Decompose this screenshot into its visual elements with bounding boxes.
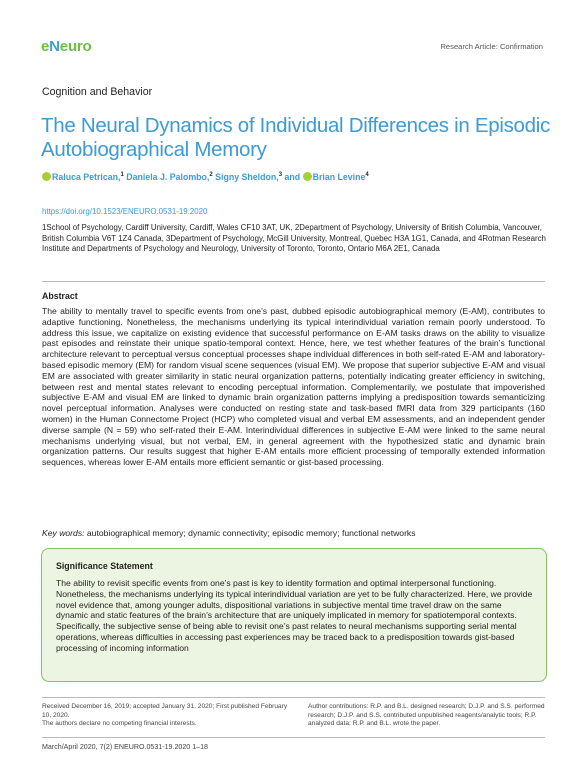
page-title: The Neural Dynamics of Individual Differences in Episodic Autobiographical Memory — [41, 114, 550, 161]
affiliation-marker: 1 — [120, 172, 124, 179]
affiliation-marker: 3 — [278, 172, 283, 179]
author-list — [42, 172, 369, 182]
article-type: Research Article: Confirmation — [440, 42, 543, 51]
affiliations — [42, 223, 547, 255]
orcid-icon[interactable] — [42, 172, 51, 181]
keywords-text: autobiographical memory; dynamic connectivity; episodic memory; functional networks — [86, 528, 416, 538]
conflict-statement: The authors declare no competing financial interests. — [42, 720, 197, 728]
keywords — [42, 528, 545, 539]
affiliation-marker: 2 — [209, 172, 213, 179]
abstract-text: The ability to mentally travel to specific events from one’s past, dubbed episodic autobiographical memory (E-AM), contributes to adaptive functioning. Nonetheless, the mechanisms underlying its typical interindividual variation remain poorly understood. To address this issue, we capitalize on existing evidence that successful performance on E-AM tasks draws on the ability to visualize past episodes and reinstate their unique spatio-temporal context. Hence, here, we test whether features of the brain’s functional architecture relevant to perceptual versus conceptual processes shape individual differences in both self-rated E-AM and laboratory-based episodic memory (EM) for random visual scene sequences (visual EM). We propose that superior subjective E-AM and visual EM are associated with greater similarity in static neural organization patterns, potentially indicating greater efficiency in switching, between rest and mental states relevant to encoding perceptual information. Complementarily, we postulate that impoverished subjective E-AM and visual EM are linked to dynamic brain organization patterns implying a predisposition towards semanticizing novel perceptual information. Analyses were conducted on resting state and task-based fMRI data from 329 participants (160 women) in the Human Connectome Project (HCP) who completed visual and verbal EM assessments, and an independent gender diverse sample (N = 59) who self-rated their E-AM. Interindividual differences in subjective E-AM were linked to the same neural mechanisms underlying visual, but not verbal, EM, in general agreement with the hypothesized static and dynamic brain organization patterns. Our results suggest that higher E-AM entails more efficient processing of temporally extended information sequences, whereas lower E-AM entails more efficient semantic or gist-based processing. — [42, 306, 545, 468]
author-contributions: Author contributions: R.P. and B.L. designed research; D.J.P. and S.S. performed research; D.J.P. and S.S. contributed unpublished reagents/analytic tools; R.P. analyzed data; R.P. and B.L. wrote the paper. — [308, 703, 545, 728]
keywords-label: Key words: — [42, 528, 85, 538]
divider — [42, 737, 545, 738]
significance-heading: Significance Statement — [56, 561, 153, 571]
footnote-contributions — [308, 703, 546, 729]
affiliations-text: 1School of Psychology, Cardiff University, Cardiff, Wales CF10 3AT, UK, 2Department of Psychology, University of British Columbia, Vancouver, British Columbia V6T 1Z4 Canada, 3Department of Psychology, McGill University, Montreal, Quebec H3A 1G1, Canada, and 4Rotman Research Institute and Departments of Psychology and Neurology, University of Toronto, Toronto, Ontario M6A 2E1, Canada — [42, 223, 546, 254]
significance-body — [56, 578, 534, 654]
section-label: Cognition and Behavior — [42, 86, 153, 98]
author-name[interactable]: Signy Sheldon, — [215, 172, 279, 182]
abstract-heading: Abstract — [42, 291, 78, 301]
significance-text: The ability to revisit specific events from one’s past is key to identity formation and optimal interpersonal functioning. Nonetheless, the mechanisms underlying its typical interindividual variation are yet to be fully characterized. Here, we provide novel evidence that, among younger adults, dispositional variations in subjective mental time travel draw on the same dynamic and static features of the brain’s architecture that are uniquely implicated in memory for spatiotemporal contexts. Specifically, the subjective sense of being able to revisit one’s past relates to neural mechanisms supporting serial mental operations, whereas difficulties in accessing past experiences may be traced back to a predisposition towards gist-based processing of incoming information — [56, 578, 533, 653]
abstract-body — [42, 306, 545, 468]
affiliation-marker: 4 — [365, 172, 369, 179]
page-footer: March/April 2020, 7(2) ENEURO.0531-19.2020 1–18 — [42, 743, 209, 751]
author-name[interactable]: Daniela J. Palombo, — [126, 172, 210, 182]
divider — [42, 697, 545, 698]
orcid-icon[interactable] — [303, 172, 312, 181]
footnote-dates — [42, 703, 294, 729]
eneuro-logo: eNeuro — [41, 38, 92, 55]
received-dates: Received December 16, 2019; accepted January 31, 2020; First published February 10, 2020. — [42, 703, 288, 719]
doi-link[interactable]: https://doi.org/10.1523/ENEURO.0531-19.2020 — [42, 207, 208, 216]
divider — [42, 281, 545, 282]
author-conjunction: and — [284, 172, 301, 182]
author-name[interactable]: Raluca Petrican, — [52, 172, 121, 182]
author-name[interactable]: Brian Levine — [312, 172, 366, 182]
